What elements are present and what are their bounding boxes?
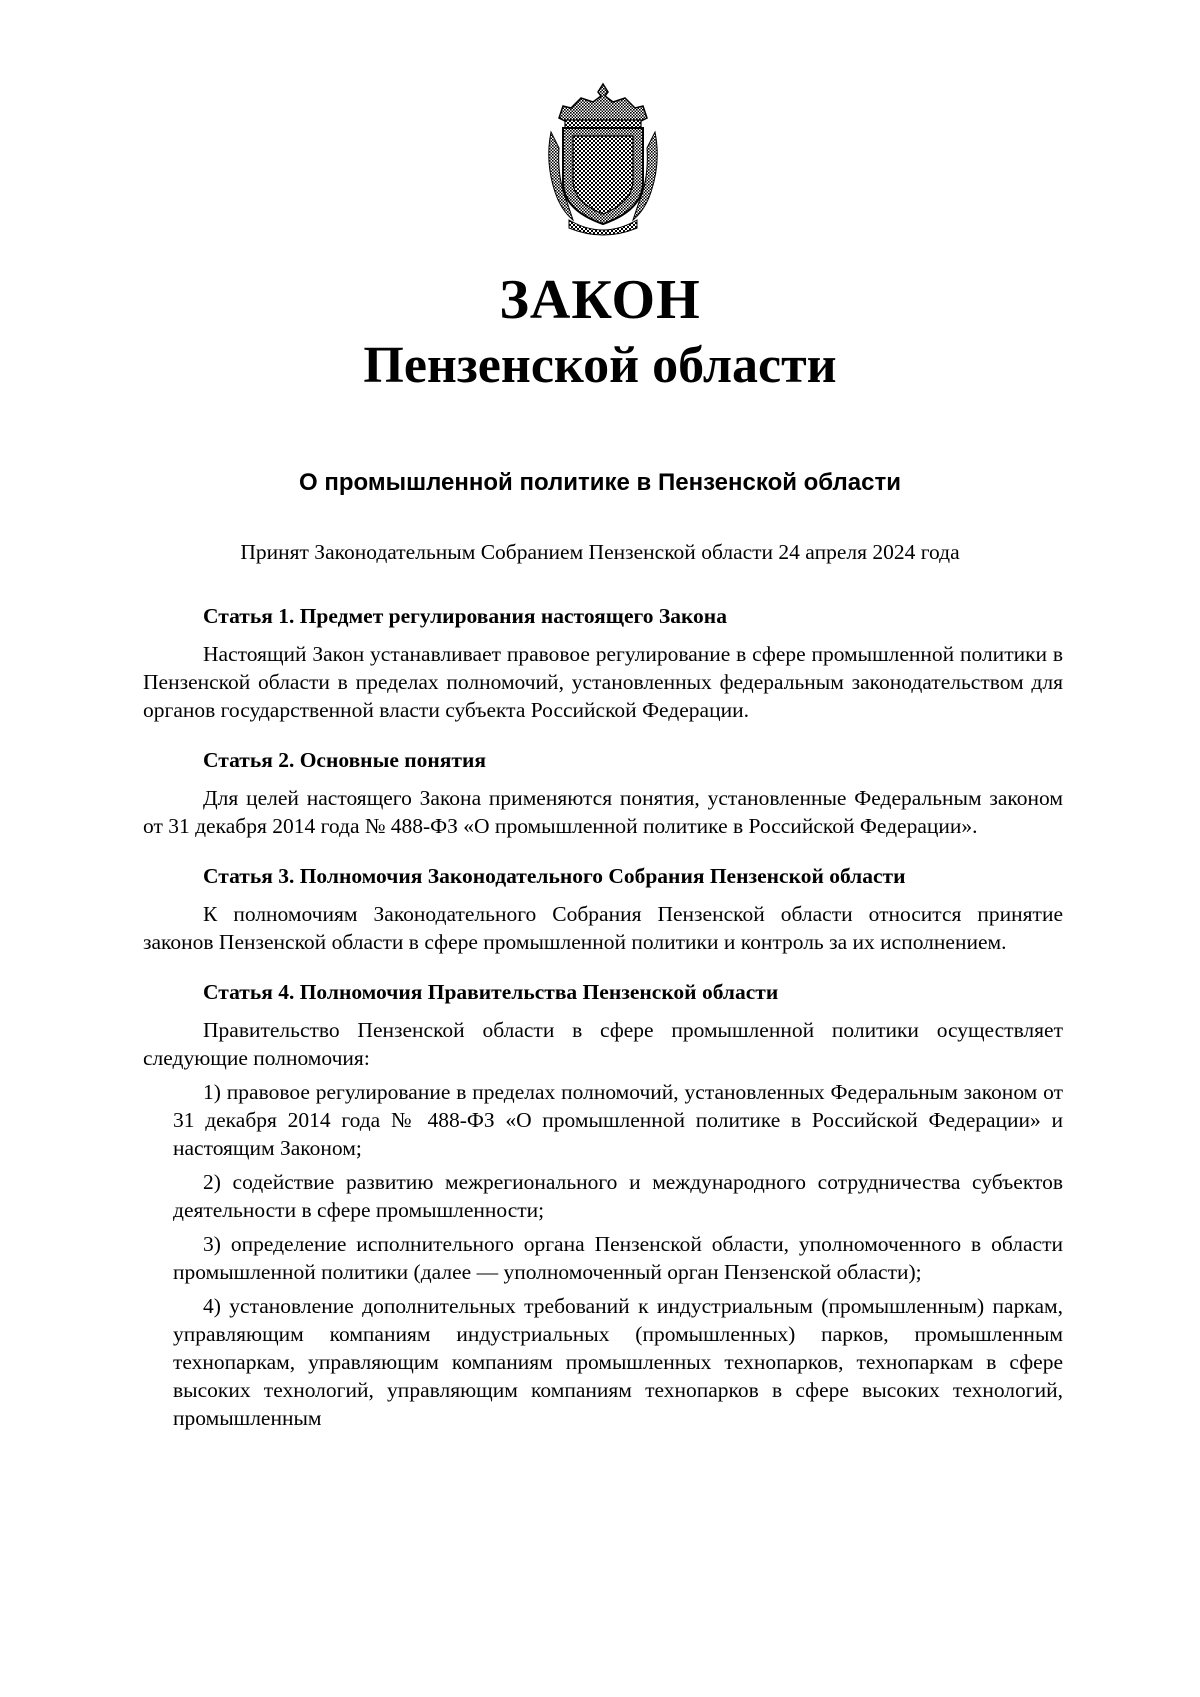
article-heading: Статья 3. Полномочия Законодательного Собрания Пензенской области [203,864,906,888]
adoption-note: Принят Законодательным Собранием Пензенской области 24 апреля 2024 года [240,540,960,564]
article-heading: Статья 2. Основные понятия [203,748,487,772]
list-item: 1) правовое регулирование в пределах полномочий, установленных Федеральным законом от 31 декабря 2014 года № 488-ФЗ «О промышленной политике в Российской Федерации» и настоящим Законом; [173,1080,1063,1160]
coat-of-arms-icon [543,82,663,237]
list-item: 3) определение исполнительного органа Пензенской области, уполномоченного в области промышленной политики (далее — уполномоченный орган Пензенской области); [173,1232,1063,1284]
law-subject-heading: О промышленной политике в Пензенской области [299,469,901,496]
region-title: Пензенской области [363,337,837,394]
article-heading: Статья 4. Полномочия Правительства Пензенской области [203,980,779,1004]
article-text: Настоящий Закон устанавливает правовое регулирование в сфере промышленной политики в Пензенской области в пределах полномочий, установленных федеральным законодательством для органов государственной власти субъекта Российской Федерации. [143,642,1063,722]
article-heading: Статья 1. Предмет регулирования настоящего Закона [203,604,727,628]
law-title: ЗАКОН [499,269,701,331]
list-item: 4) установление дополнительных требований к индустриальным (промышленным) паркам, управляющим компаниям индустриальных (промышленных) парков, промышленным технопаркам, управляющим компаниям промышленных технопарков, технопаркам в сфере высоких технологий, управляющим компаниям технопарков в сфере высоких технологий, промышленным [173,1294,1063,1430]
list-item: 2) содействие развитию межрегионального и международного сотрудничества субъектов деятельности в сфере промышленности; [173,1170,1063,1222]
article-text: К полномочиям Законодательного Собрания Пензенской области относится принятие законов Пензенской области в сфере промышленной политики и контроль за их исполнением. [143,902,1063,954]
article-text: Правительство Пензенской области в сфере промышленной политики осуществляет следующие полномочия: [143,1018,1063,1070]
article-text: Для целей настоящего Закона применяются понятия, установленные Федеральным законом от 31 декабря 2014 года № 488-ФЗ «О промышленной политике в Российской Федерации». [143,786,1063,838]
law-body [143,602,1063,1432]
